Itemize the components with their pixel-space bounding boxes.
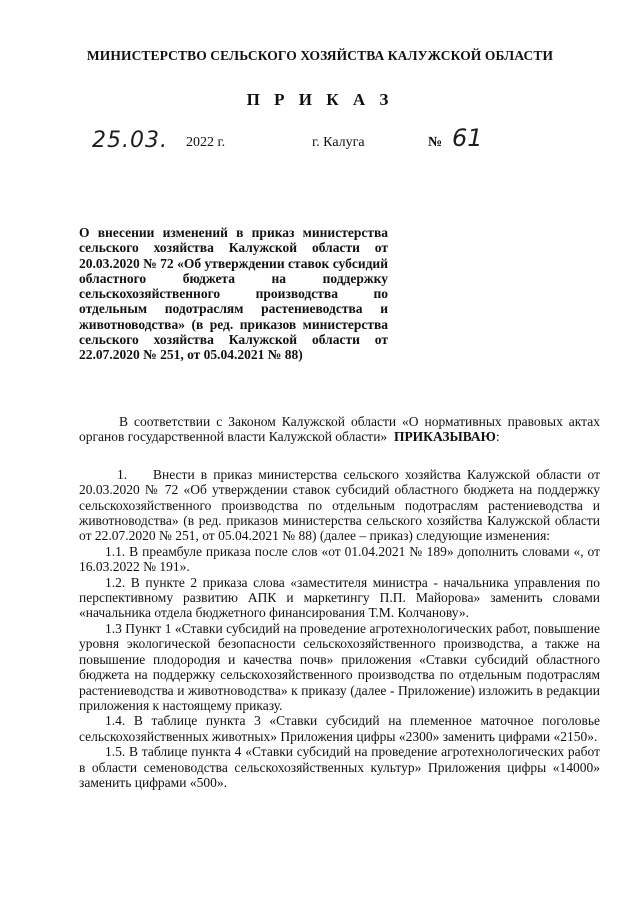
order-city: г. Калуга — [312, 135, 365, 150]
item-1-3-paragraph: 1.3 Пункт 1 «Ставки субсидий на проведение агротехнологических работ, повышение уровня экологической безопасности сельскохозяйственного производства, а также на повышение плодородия и качества почв» приложения «Ставки субсидий областного бюджета на поддержку сельскохозяйственного производства по отдельным подотраслям растениеводства и животноводства» к приказу (далее - Приложение) изложить в редакции приложения к настоящему приказу. — [79, 620, 600, 713]
item-1-paragraph — [79, 467, 600, 544]
order-body — [79, 414, 600, 790]
item-1-2-paragraph: 1.2. В пункте 2 приказа слова «заместителя министра - начальника управления по перспективному развитию АПК и маркетингу П.П. Майорова» заменить словами «начальника отдела бюджетного финансирования Т.М. Колчанову». — [79, 574, 600, 621]
item-1-5-paragraph: 1.5. В таблице пункта 4 «Ставки субсидий на проведение агротехнологических работ в области семеноводства сельскохозяйственных культур» Приложения цифры «14000» заменить цифрами «500». — [79, 744, 600, 790]
document-title: П Р И К А З — [246, 90, 394, 109]
order-year: 2022 г. — [186, 135, 226, 150]
handwritten-date: 25.03. — [92, 128, 168, 153]
ministry-name: МИНИСТЕРСТВО СЕЛЬСКОГО ХОЗЯЙСТВА КАЛУЖСКОЙ ОБЛАСТИ — [86, 48, 554, 63]
item-1-text: Внести в приказ министерства сельского хозяйства Калужской области от 20.03.2020 № 72 «Об утверждении ставок субсидий областного бюджета на поддержку сельскохозяйственного производства по отдельным подотраслям растениеводства и животноводства» (в ред. приказов министерства сельского хозяйства Калужской области от 22.07.2020 № 251, от 05.04.2021 № 88) (далее – приказ) следующие изменения: — [79, 466, 600, 544]
number-sign: № — [428, 135, 443, 150]
order-subject: О внесении изменений в приказ министерства сельского хозяйства Калужской области от 20.03.2020 № 72 «Об утверждении ставок субсидий областного бюджета на поддержку сельскохозяйственного производства по отдельным подотраслям растениеводства и животноводства» (в ред. приказов министерства сельского хозяйства Калужской области от 22.07.2020 № 251, от 05.04.2021 № 88) — [79, 225, 388, 363]
item-1-1-paragraph: 1.1. В преамбуле приказа после слов «от 01.04.2021 № 189» дополнить словами «, от 16.03.2022 № 191». — [79, 543, 600, 575]
preamble-paragraph — [79, 414, 600, 445]
handwritten-number: 61 — [452, 124, 483, 152]
item-1-4-paragraph: 1.4. В таблице пункта 3 «Ставки субсидий на племенное маточное поголовье сельскохозяйственных животных» Приложения цифры «2300» заменить цифрами «2150». — [79, 713, 600, 744]
prikazyvayu-keyword: ПРИКАЗЫВАЮ — [393, 429, 496, 445]
preamble-colon: : — [495, 429, 500, 445]
preamble-text: В соответствии с Законом Калужской области «О нормативных правовых актах органов государственной власти Калужской области» — [79, 414, 600, 445]
item-1-marker: 1. — [117, 466, 128, 482]
